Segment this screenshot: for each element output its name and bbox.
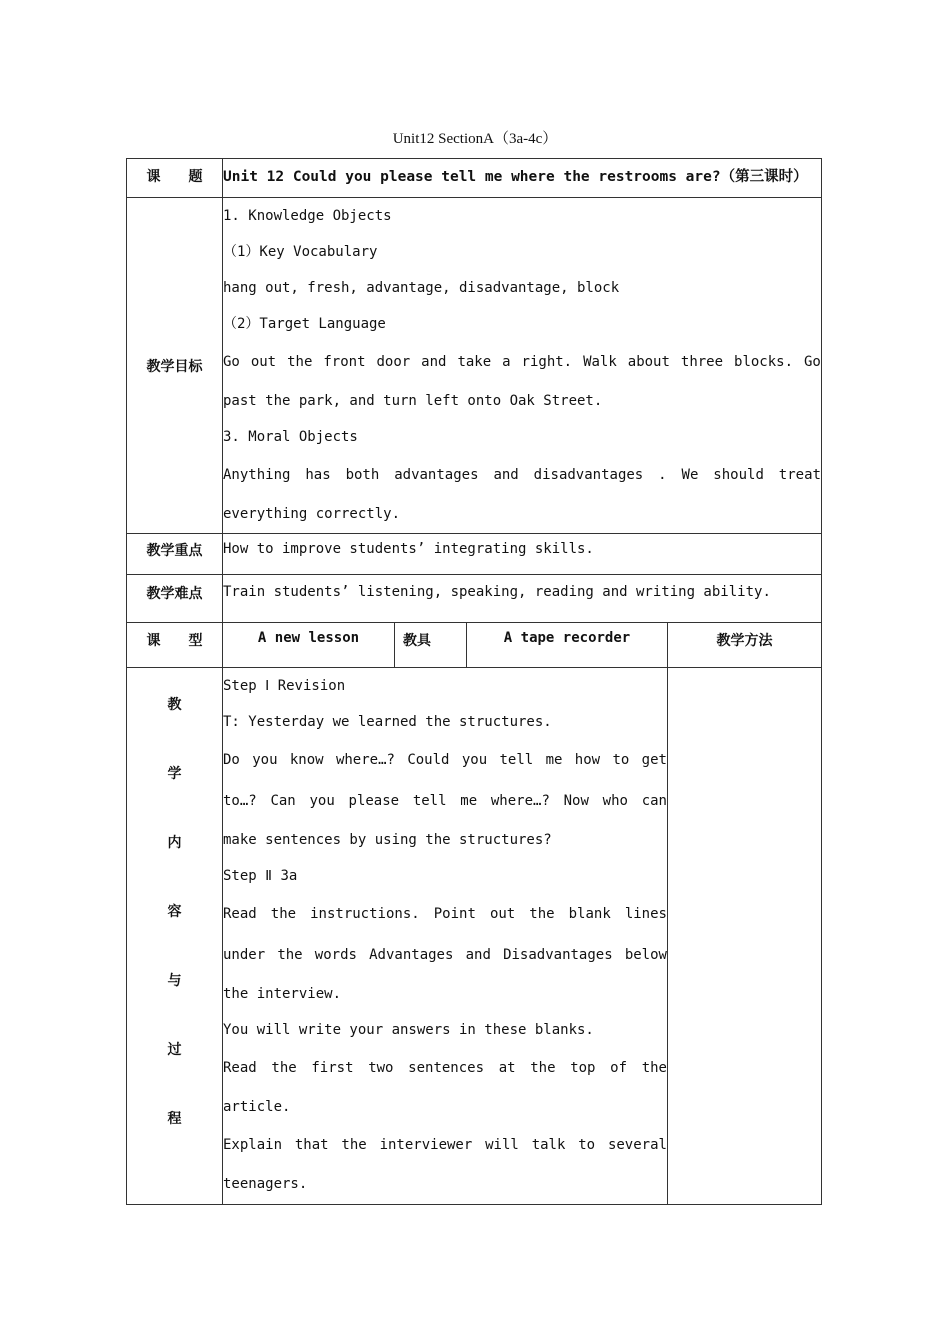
process-line: to…? Can you please tell me where…? Now who can	[223, 793, 667, 809]
process-label-char: 过	[167, 1042, 182, 1058]
process-label-char: 与	[167, 973, 182, 989]
process-label-char: 学	[167, 766, 182, 782]
topic-value: Unit 12 Could you please tell me where the restrooms are?（第三课时）	[223, 159, 822, 198]
process-line: Explain that the interviewer will talk to several	[223, 1137, 667, 1153]
process-row	[127, 668, 822, 1205]
process-label-char: 程	[167, 1111, 182, 1127]
process-label-char: 容	[167, 904, 182, 920]
key-points-value: How to improve students’ integrating skills.	[223, 534, 822, 575]
teaching-method-label: 教学方法	[668, 623, 822, 668]
process-label-char: 内	[167, 835, 182, 851]
topic-label: 课 题	[127, 159, 223, 198]
process-line: Read the first two sentences at the top of the	[223, 1060, 667, 1076]
lesson-type-row	[127, 623, 822, 668]
process-line: teenagers.	[223, 1176, 308, 1192]
process-line: Read the instructions. Point out the blank lines	[223, 906, 667, 922]
objectives-line: 3. Moral Objects	[223, 429, 358, 445]
process-line: under the words Advantages and Disadvantages below	[223, 947, 667, 963]
lesson-type-value: A new lesson	[223, 623, 395, 668]
objectives-line: Anything has both advantages and disadvantages . We should treat	[223, 467, 821, 483]
process-line: make sentences by using the structures?	[223, 832, 552, 848]
process-line: Step Ⅱ 3a	[223, 868, 298, 884]
objectives-line: hang out, fresh, advantage, disadvantage, block	[223, 280, 620, 296]
document-title: Unit12 SectionA（3a-4c）	[392, 131, 558, 147]
key-points-label: 教学重点	[127, 534, 223, 575]
objectives-line: Go out the front door and take a right. Walk about three blocks. Go	[223, 354, 821, 370]
process-label	[127, 668, 223, 1205]
difficulties-row	[127, 575, 822, 623]
process-content	[223, 668, 668, 1205]
process-line: the interview.	[223, 986, 342, 1002]
objectives-line: （1）Key Vocabulary	[223, 244, 378, 260]
objectives-line: 1. Knowledge Objects	[223, 208, 392, 224]
objectives-line: （2）Target Language	[223, 316, 386, 332]
teaching-aids-value: A tape recorder	[467, 623, 668, 668]
process-line: You will write your answers in these blanks.	[223, 1022, 594, 1038]
objectives-line: everything correctly.	[223, 506, 401, 522]
lesson-type-label: 课 型	[127, 623, 223, 668]
teaching-aids-label: 教具	[395, 623, 467, 668]
lesson-plan-table	[126, 158, 822, 1205]
difficulties-value: Train students’ listening, speaking, reading and writing ability.	[223, 575, 822, 623]
process-line: T: Yesterday we learned the structures.	[223, 714, 552, 730]
objectives-content	[223, 198, 822, 534]
teaching-method-cell	[668, 668, 822, 1205]
process-line: article.	[223, 1099, 291, 1115]
difficulties-label: 教学难点	[127, 575, 223, 623]
topic-row	[127, 159, 822, 198]
key-points-row	[127, 534, 822, 575]
process-line: Do you know where…? Could you tell me how to get	[223, 752, 667, 768]
objectives-label: 教学目标	[127, 198, 223, 534]
process-label-char: 教	[167, 697, 182, 713]
objectives-line: past the park, and turn left onto Oak Street.	[223, 393, 603, 409]
objectives-row	[127, 198, 822, 534]
process-line: Step Ⅰ Revision	[223, 678, 346, 694]
